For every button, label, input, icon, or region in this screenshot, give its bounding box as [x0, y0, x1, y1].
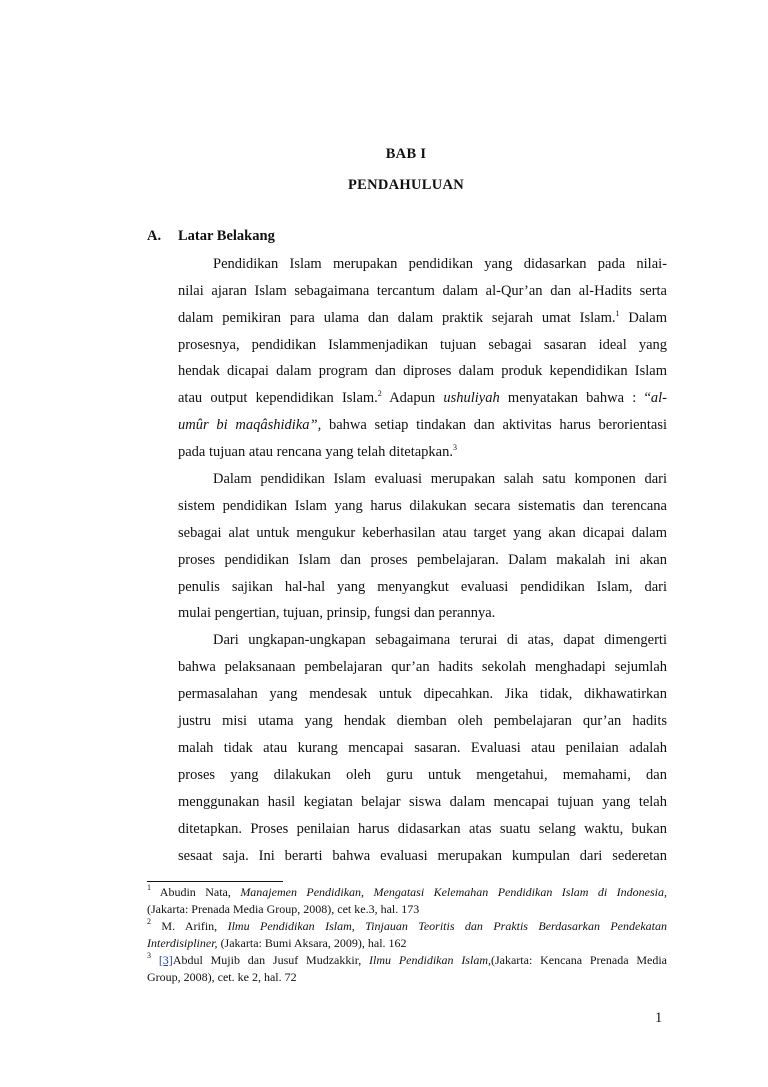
body-line: sistem pendidikan Islam yang harus dilakukan secara sistematis dan terencana: [178, 498, 667, 514]
footnote-3-link[interactable]: [3]: [158, 953, 173, 967]
body-line: bahwa pelaksanaan pembelajaran qur’an hadits sekolah menghadapi sejumlah: [178, 659, 667, 675]
footnote-2-cont: Interdisipliner, (Jakarta: Bumi Aksara, 2009), hal. 162: [147, 936, 407, 950]
body-line: atau output kependidikan Islam.$^2$ Adapun ushuliyah menyatakan bahwa : “al-: [178, 389, 667, 406]
section-letter: A.: [147, 228, 162, 244]
footnote-1: $^1$ Abudin Nata, Manajemen Pendidikan, Mengatasi Kelemahan Pendidikan Islam di Indonesia,: [147, 883, 667, 899]
footnote-1-cont: (Jakarta: Prenada Media Group, 2008), cet ke.3, hal. 173: [147, 902, 420, 916]
body-line: sebagai alat untuk mengukur keberhasilan atau target yang akan dicapai dalam: [178, 525, 667, 541]
footnote-separator: [147, 881, 283, 882]
body-line: Dari ungkapan-ungkapan sebagaimana terurai di atas, dapat dimengerti: [213, 632, 667, 648]
footnote-mark: 1: [147, 883, 151, 892]
footnote-3-cont: Group, 2008), cet. ke 2, hal. 72: [147, 970, 297, 984]
footnote-ref: 2: [377, 389, 382, 398]
body-line: umûr bi maqâshidika”, bahwa setiap tindakan dan aktivitas harus berorientasi: [178, 417, 667, 433]
footnote-mark: 2: [147, 917, 151, 926]
footnote-ref: 3: [452, 443, 457, 452]
page-number: 1: [655, 1010, 663, 1026]
chapter-title: PENDAHULUAN: [347, 177, 465, 193]
footnote-ref: 1: [615, 309, 620, 318]
footnote-3: $^3$ [3]Abdul Mujib dan Jusuf Mudzakkir, Ilmu Pendidikan Islam,(Jakarta: Kencana Prenada Media: [147, 951, 668, 967]
chapter-number: BAB I: [385, 146, 427, 162]
body-line: malah tidak atau kurang mencapai sasaran. Evaluasi atau penilaian adalah: [178, 740, 667, 756]
section-heading: [147, 228, 275, 245]
body-line: nilai ajaran Islam sebagaimana tercantum dalam al-Qur’an dan al-Hadits serta: [178, 283, 667, 299]
section-title: Latar Belakang: [178, 228, 275, 244]
body-line: permasalahan yang mendesak untuk dipecahkan. Jika tidak, dikhawatirkan: [178, 686, 667, 702]
footnote-2: $^2$ M. Arifin, Ilmu Pendidikan Islam, Tinjauan Teoritis dan Praktis Berdasarkan Pendekatan: [147, 917, 667, 933]
body-line: pada tujuan atau rencana yang telah ditetapkan.$^3$: [178, 443, 457, 460]
body-line: penulis sajikan hal-hal yang menyangkut evaluasi pendidikan Islam, dari: [178, 579, 667, 595]
body-line: Dalam pendidikan Islam evaluasi merupakan salah satu komponen dari: [213, 471, 667, 487]
body-line: proses yang dilakukan oleh guru untuk mengetahui, memahami, dan: [178, 767, 667, 783]
body-line: menggunakan hasil kegiatan belajar siswa dalam mencapai tujuan yang telah: [178, 794, 667, 810]
body-line: ditetapkan. Proses penilaian harus didasarkan atas suatu selang waktu, bukan: [178, 821, 667, 837]
body-line: mulai pengertian, tujuan, prinsip, fungsi dan perannya.: [178, 605, 496, 621]
body-line: sesaat saja. Ini berarti bahwa evaluasi merupakan kumpulan dari sederetan: [178, 848, 667, 864]
body-line: justru misi utama yang hendak diemban oleh pembelajaran qur’an hadits: [178, 713, 667, 729]
body-line: Pendidikan Islam merupakan pendidikan yang didasarkan pada nilai-: [213, 256, 667, 272]
body-line: prosesnya, pendidikan Islammenjadikan tujuan sebagai sasaran ideal yang: [178, 337, 667, 353]
footnote-mark: 3: [147, 951, 151, 960]
body-line: dalam pemikiran para ulama dan dalam praktik sejarah umat Islam.$^1$ Dalam: [178, 309, 667, 326]
body-line: proses pendidikan Islam dan proses pembelajaran. Dalam makalah ini akan: [178, 552, 667, 568]
body-line: hendak dicapai dalam program dan diproses dalam produk kependidikan Islam: [178, 363, 667, 379]
